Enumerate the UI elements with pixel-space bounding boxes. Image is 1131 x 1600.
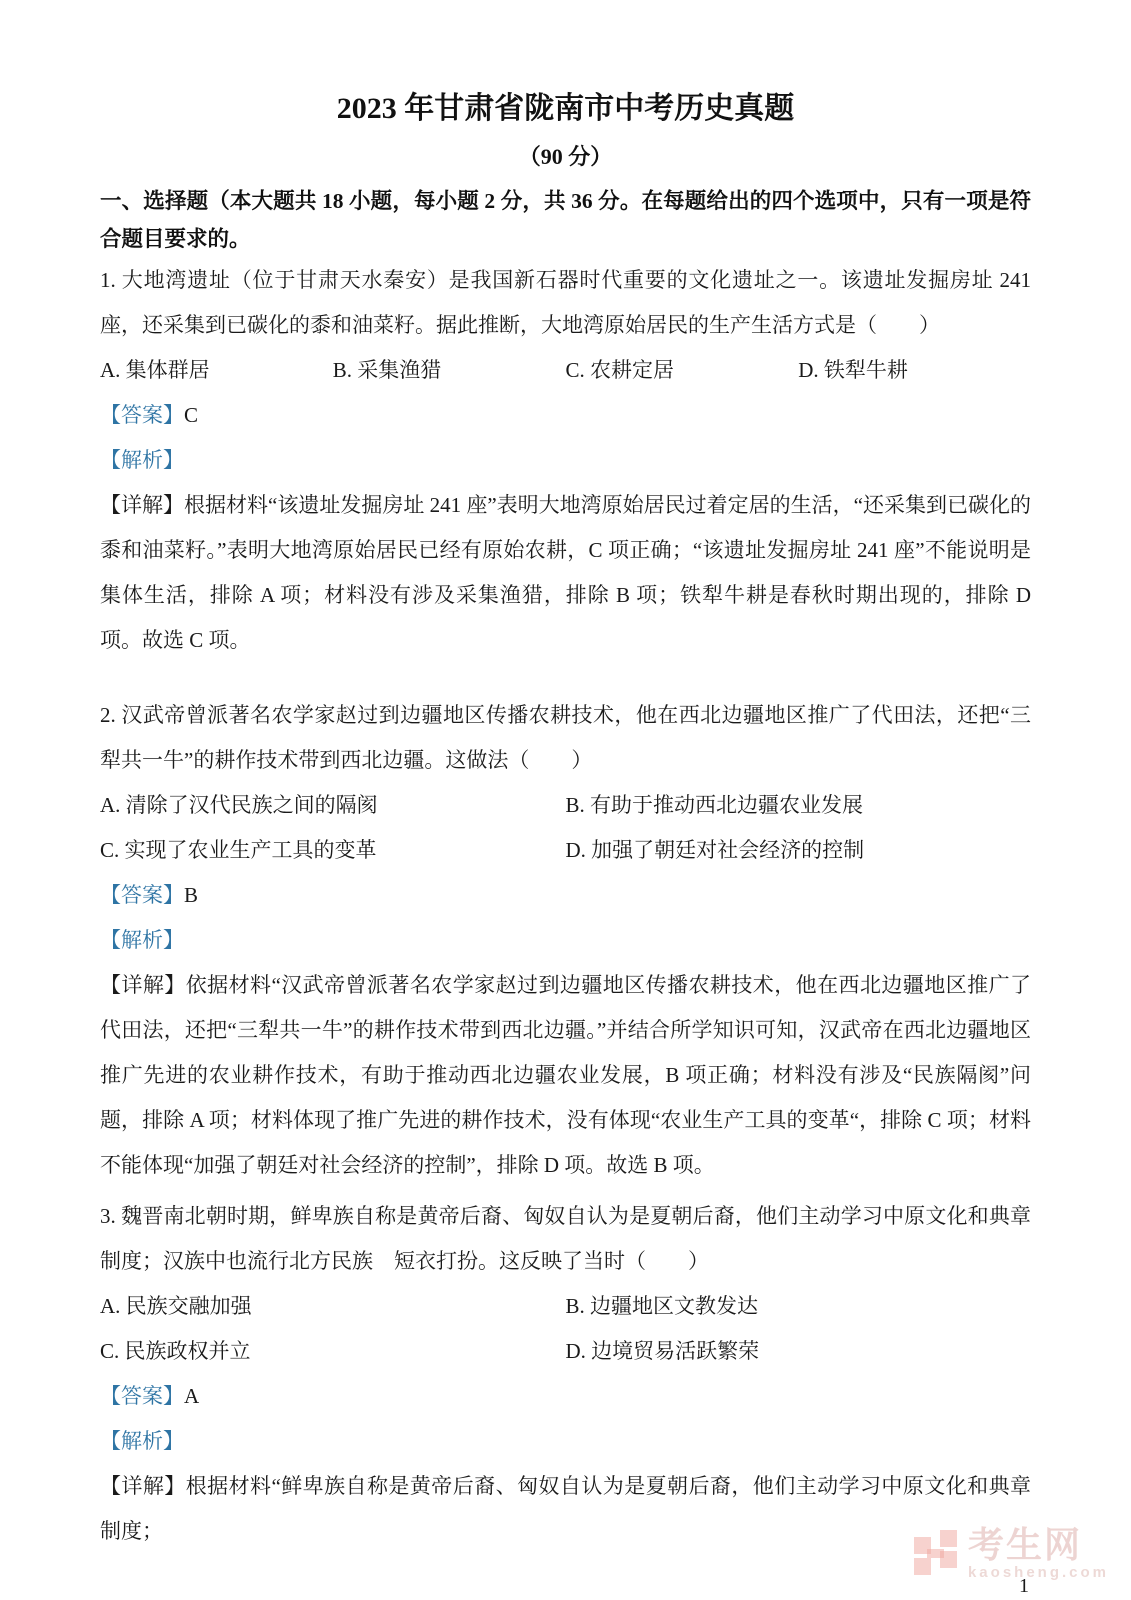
page-subtitle: （90 分）: [518, 144, 613, 169]
question-1-answer-line: [100, 393, 1031, 438]
question-3-options: [100, 1284, 1031, 1374]
question-3-option-b: B. 边疆地区文教发达: [565, 1294, 759, 1318]
question-2-answer-value: B: [184, 883, 199, 907]
question-1-option-a: A. 集体群居: [100, 358, 210, 382]
detail-label: 【详解】: [100, 1474, 186, 1498]
section-heading: 一、选择题（本大题共 18 小题，每小题 2 分，共 36 分。在每题给出的四个选项中，只有一项是符合题目要求的。: [100, 189, 1031, 251]
answer-label: 【答案】: [100, 403, 184, 427]
question-2-options: [100, 783, 1031, 873]
page-number: 1: [1019, 1575, 1029, 1597]
question-3-option-a: A. 民族交融加强: [100, 1294, 252, 1318]
question-3-answer-value: A: [184, 1384, 200, 1408]
question-2-option-b: B. 有助于推动西北边疆农业发展: [565, 793, 864, 817]
question-2-option-a: A. 清除了汉代民族之间的隔阂: [100, 793, 378, 817]
question-2-stem: 2. 汉武帝曾派著名农学家赵过到边疆地区传播农耕技术，他在西北边疆地区推广了代田法，还把“三犁共一牛”的耕作技术带到西北边疆。这做法（ ）: [100, 703, 1031, 772]
question-2: [100, 693, 1031, 1188]
question-1-options: [100, 348, 1031, 393]
question-3-detail: [100, 1464, 1031, 1554]
question-1-stem: 1. 大地湾遗址（位于甘肃天水秦安）是我国新石器时代重要的文化遗址之一。该遗址发掘房址 241 座，还采集到已碳化的黍和油菜籽。据此推断，大地湾原始居民的生产生活方式是（ ）: [100, 268, 1031, 337]
question-3-option-c: C. 民族政权并立: [100, 1339, 251, 1363]
detail-label: 【详解】: [100, 973, 186, 997]
question-3-option-d: D. 边境贸易活跃繁荣: [565, 1339, 760, 1363]
question-3-detail-text: 根据材料“鲜卑族自称是黄帝后裔、匈奴自认为是夏朝后裔，他们主动学习中原文化和典章制度；: [100, 1474, 1032, 1543]
question-1-detail: [100, 483, 1031, 663]
question-3: [100, 1194, 1031, 1554]
watermark-site-name: 考生网: [967, 1524, 1082, 1565]
question-2-option-d: D. 加强了朝廷对社会经济的控制: [565, 838, 865, 862]
question-3-answer-line: [100, 1374, 1031, 1419]
analysis-label: 【解析】: [100, 448, 184, 472]
answer-label: 【答案】: [100, 883, 184, 907]
question-2-detail-text: 依据材料“汉武帝曾派著名农学家赵过到边疆地区传播农耕技术，他在西北边疆地区推广了代田法，还把“三犁共一牛”的耕作技术带到西北边疆。”并结合所学知识可知，汉武帝在西北边疆地区推广先进的农业耕作技术，有助于推动西北边疆农业发展，B 项正确；材料没有涉及“民族隔阂”问题，排除 A 项；材料体现了推广先进的耕作技术，没有体现“农业生产工具的变革“，排除 C 项；材料不能体现“加强了朝廷对社会经济的控制”，排除 D 项。故选 B 项。: [100, 973, 1032, 1177]
answer-label: 【答案】: [100, 1384, 184, 1408]
question-1-answer-value: C: [184, 403, 199, 427]
question-3-stem: 3. 魏晋南北朝时期，鲜卑族自称是黄帝后裔、匈奴自认为是夏朝后裔，他们主动学习中原文化和典章制度；汉族中也流行北方民族 短衣打扮。这反映了当时（ ）: [100, 1204, 1031, 1273]
question-1-option-d: D. 铁犁牛耕: [798, 358, 908, 382]
detail-label: 【详解】: [100, 493, 185, 517]
question-1-option-c: C. 农耕定居: [565, 358, 675, 382]
question-1-option-b: B. 采集渔猎: [332, 358, 442, 382]
analysis-label: 【解析】: [100, 928, 184, 952]
question-1-detail-text: 根据材料“该遗址发掘房址 241 座”表明大地湾原始居民过着定居的生活，“还采集到已碳化的黍和油菜籽。”表明大地湾原始居民已经有原始农耕，C 项正确；“该遗址发掘房址 241 座”不能说明是集体生活，排除 A 项；材料没有涉及采集渔猎，排除 B 项；铁犁牛耕是春秋时期出现的，排除 D 项。故选 C 项。: [100, 493, 1032, 652]
page-title: 2023 年甘肃省陇南市中考历史真题: [336, 92, 795, 125]
analysis-label: 【解析】: [100, 1429, 184, 1453]
question-1: [100, 258, 1031, 663]
question-2-answer-line: [100, 873, 1031, 918]
watermark-site-url: kaosheng.com: [967, 1564, 1109, 1581]
question-2-option-c: C. 实现了农业生产工具的变革: [100, 838, 377, 862]
question-2-detail: [100, 963, 1031, 1188]
